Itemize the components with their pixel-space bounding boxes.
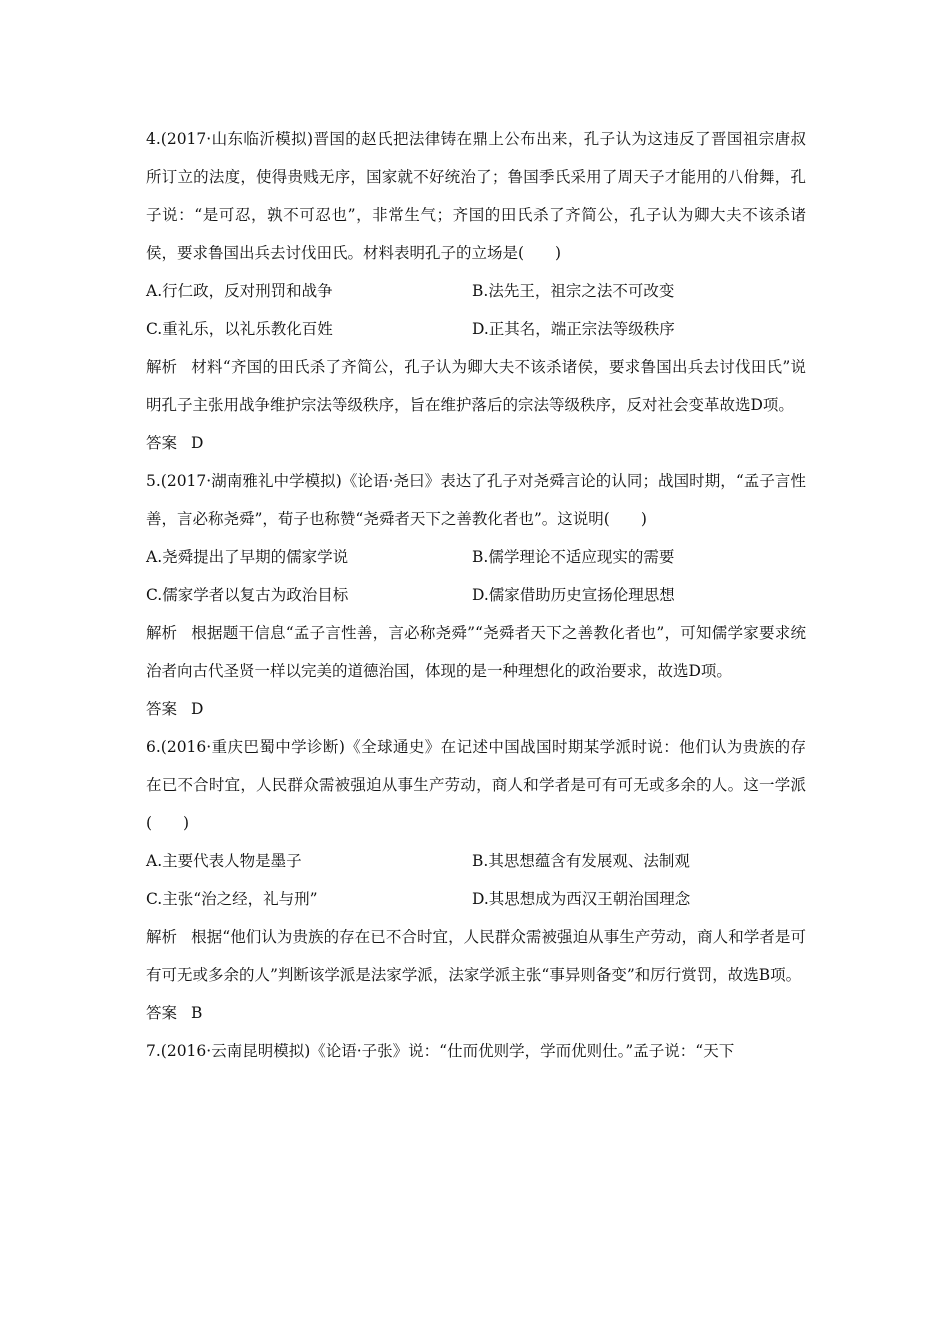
- option-b: B.其思想蕴含有发展观、法制观: [472, 852, 690, 870]
- answer-value: B: [191, 1004, 203, 1022]
- answer-label: 答案: [146, 1004, 178, 1022]
- answer: [146, 424, 806, 462]
- question-5: [146, 462, 806, 728]
- option-c: C.儒家学者以复古为政治目标: [146, 586, 349, 604]
- options-row: [146, 538, 806, 576]
- answer-label: 答案: [146, 700, 178, 718]
- option-c: C.主张“治之经，礼与刑”: [146, 890, 318, 908]
- options-row: [146, 842, 806, 880]
- question-7-stem: 7.(2016·云南昆明模拟)《论语·子张》说：“仕而优则学，学而优则仕。”孟子说：“天下: [146, 1042, 735, 1060]
- option-a: A.行仁政，反对刑罚和战争: [146, 282, 333, 300]
- analysis: [146, 348, 806, 424]
- question-stem: 4.(2017·山东临沂模拟)晋国的赵氏把法律铸在鼎上公布出来，孔子认为这违反了晋国祖宗唐叔所订立的法度，使得贵贱无序，国家就不好统治了；鲁国季氏采用了周天子才能用的八佾舞，孔子说：“是可忍，孰不可忍也”，非常生气；齐国的田氏杀了齐简公，孔子认为卿大夫不该杀诸侯，要求鲁国出兵去讨伐田氏。材料表明孔子的立场是( ): [146, 130, 806, 262]
- option-b: B.法先王，祖宗之法不可改变: [472, 282, 675, 300]
- options-row: [146, 272, 806, 310]
- analysis: [146, 614, 806, 690]
- option-c: C.重礼乐，以礼乐教化百姓: [146, 320, 333, 338]
- analysis-text: 根据“他们认为贵族的存在已不合时宜，人民群众需被强迫从事生产劳动，商人和学者是可有可无或多余的人”判断该学派是法家学派，法家学派主张“事异则备变”和厉行赏罚，故选B项。: [146, 928, 806, 984]
- question-6: [146, 728, 806, 1032]
- options-row: [146, 310, 806, 348]
- answer-value: D: [191, 434, 204, 452]
- question-stem: 5.(2017·湖南雅礼中学模拟)《论语·尧曰》表达了孔子对尧舜言论的认同；战国时期，“孟子言性善，言必称尧舜”，荀子也称赞“尧舜者天下之善教化者也”。这说明( ): [146, 472, 806, 528]
- answer: [146, 994, 806, 1032]
- answer-label: 答案: [146, 434, 178, 452]
- option-a: A.主要代表人物是墨子: [146, 852, 302, 870]
- options-row: [146, 880, 806, 918]
- question-stem: 6.(2016·重庆巴蜀中学诊断)《全球通史》在记述中国战国时期某学派时说：他们认为贵族的存在已不合时宜，人民群众需被强迫从事生产劳动，商人和学者是可有可无或多余的人。这一学派( ): [146, 738, 806, 832]
- option-d: D.儒家借助历史宣扬伦理思想: [472, 586, 675, 604]
- analysis-text: 根据题干信息“孟子言性善，言必称尧舜”“尧舜者天下之善教化者也”，可知儒学家要求统治者向古代圣贤一样以完美的道德治国，体现的是一种理想化的政治要求，故选D项。: [146, 624, 806, 680]
- answer-value: D: [191, 700, 204, 718]
- option-a: A.尧舜提出了早期的儒家学说: [146, 548, 349, 566]
- question-4: [146, 120, 806, 462]
- analysis-label: 解析: [146, 624, 178, 642]
- option-b: B.儒学理论不适应现实的需要: [472, 548, 675, 566]
- analysis-label: 解析: [146, 358, 178, 376]
- content-area: [146, 120, 806, 1070]
- answer: [146, 690, 806, 728]
- option-d: D.正其名，端正宗法等级秩序: [472, 320, 675, 338]
- analysis: [146, 918, 806, 994]
- options-row: [146, 576, 806, 614]
- analysis-label: 解析: [146, 928, 178, 946]
- option-d: D.其思想成为西汉王朝治国理念: [472, 890, 691, 908]
- analysis-text: 材料“齐国的田氏杀了齐简公，孔子认为卿大夫不该杀诸侯，要求鲁国出兵去讨伐田氏”说明孔子主张用战争维护宗法等级秩序，旨在维护落后的宗法等级秩序，反对社会变革故选D项。: [146, 358, 806, 414]
